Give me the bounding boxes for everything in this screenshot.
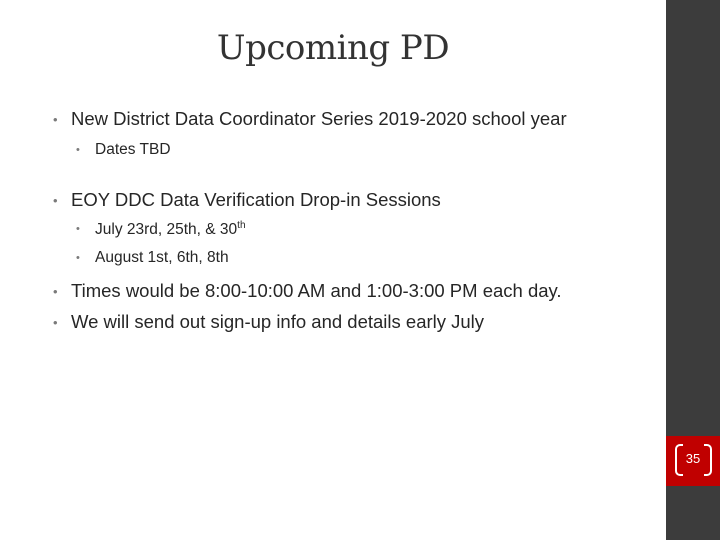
bullet-icon: • (53, 112, 58, 127)
date-text: July 23rd, 25th, & 30 (95, 221, 238, 238)
bullet-text (95, 220, 246, 239)
bullet-text: EOY DDC Data Verification Drop-in Sessions (71, 189, 441, 210)
bullet-icon: • (53, 193, 58, 208)
bullet-text: We will send out sign-up info and details early July (71, 311, 485, 332)
slide-title: Upcoming PD (216, 28, 450, 68)
bullet-icon: • (53, 284, 58, 299)
page-number: 35 (685, 451, 701, 466)
bullet-text: New District Data Coordinator Series 2019-2020 school year (71, 108, 567, 129)
page-number-box (666, 436, 720, 486)
bullet-text: Times would be 8:00-10:00 AM and 1:00-3:00 PM each day. (71, 280, 562, 301)
bullet-text: August 1st, 6th, 8th (95, 249, 229, 266)
ordinal-suffix: th (237, 220, 246, 231)
bullet-icon: • (53, 315, 58, 330)
bullet-icon: • (76, 223, 80, 235)
bullet-icon: • (76, 144, 80, 156)
bullet-text: Dates TBD (95, 141, 171, 158)
bullet-icon: • (76, 252, 80, 264)
